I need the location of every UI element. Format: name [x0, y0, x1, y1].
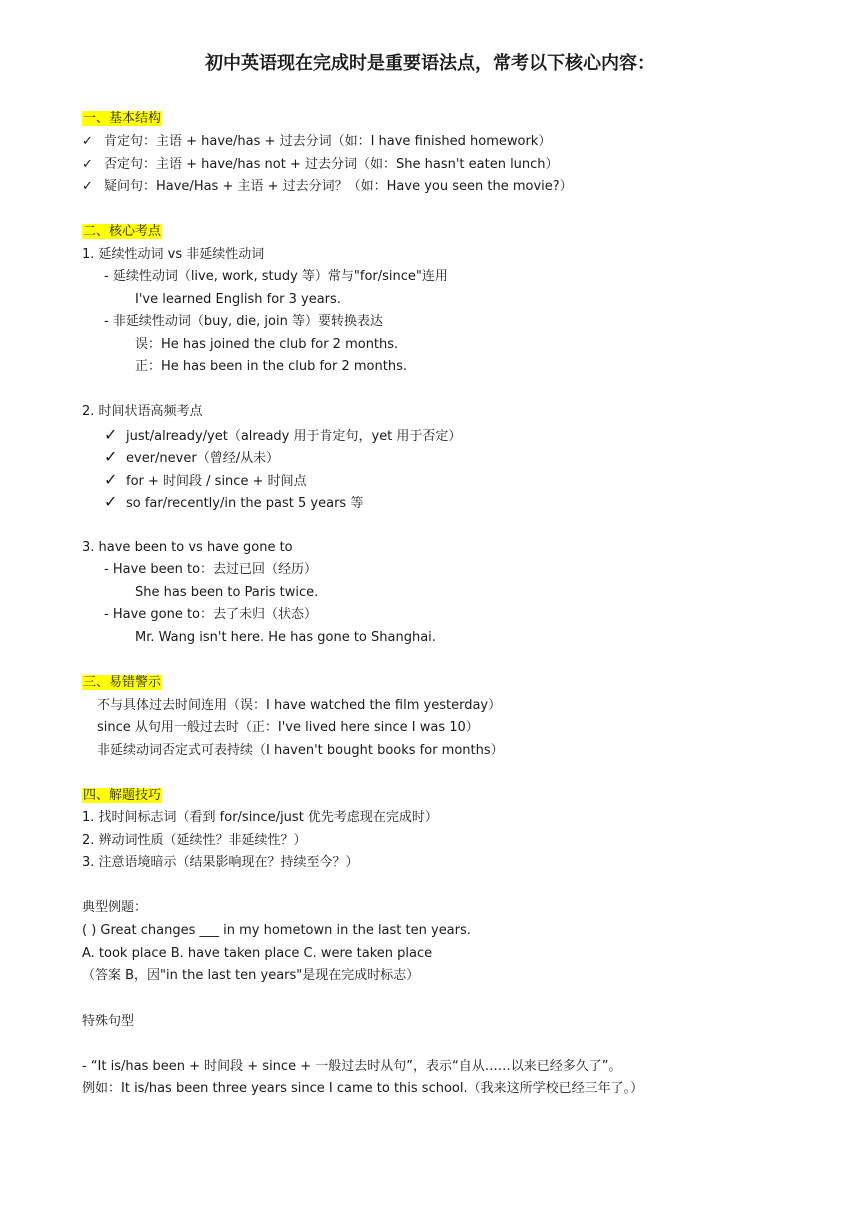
example-sentence: She has been to Paris twice.: [135, 585, 319, 600]
point-title: 3. have been to vs have gone to: [82, 540, 293, 555]
example-question: ( ) Great changes ___ in my hometown in the last ten years.: [82, 923, 471, 938]
list-item: 1. 找时间标志词（看到 for/since/just 优先考虑现在完成时）: [82, 810, 438, 825]
list-item: [82, 133, 551, 151]
example-right: 正：He has been in the club for 2 months.: [135, 359, 407, 374]
list-item-text: so far/recently/in the past 5 years 等: [126, 496, 364, 511]
example-wrong: 误：He has joined the club for 2 months.: [135, 337, 399, 352]
check-icon: ✓: [104, 492, 118, 511]
list-item: [104, 493, 363, 513]
check-outline-icon: ✓: [82, 179, 93, 194]
special-example: 例如：It is/has been three years since I came to this school.（我来这所学校已经三年了。）: [82, 1081, 644, 1096]
highlighted-heading: 三、易错警示: [83, 675, 162, 690]
example-options: A. took place B. have taken place C. were taken place: [82, 946, 433, 961]
list-item: 不与具体过去时间连用（误：I have watched the film yesterday）: [97, 698, 502, 713]
point-subitem: - Have gone to：去了未归（状态）: [104, 607, 318, 622]
list-item-text: 疑问句：Have/Has + 主语 + 过去分词？（如：Have you seen the movie?）: [104, 179, 573, 194]
list-item: [104, 448, 279, 468]
highlighted-heading: 一、基本结构: [83, 111, 162, 126]
special-heading: 特殊句型: [82, 1014, 135, 1029]
list-item: 2. 辨动词性质（延续性？非延续性？）: [82, 833, 307, 848]
section-heading-key-points: [82, 223, 162, 241]
page-title: 初中英语现在完成时是重要语法点，常考以下核心内容：: [205, 53, 655, 74]
list-item-text: just/already/yet（already 用于肯定句，yet 用于否定）: [126, 429, 462, 444]
example-sentence: Mr. Wang isn't here. He has gone to Shanghai.: [135, 630, 436, 645]
check-outline-icon: ✓: [82, 157, 93, 172]
point-subitem: - Have been to：去过已回（经历）: [104, 562, 318, 577]
list-item-text: 肯定句：主语 + have/has + 过去分词（如：I have finished homework）: [104, 134, 552, 149]
example-heading: 典型例题：: [82, 900, 148, 915]
check-icon: ✓: [104, 425, 118, 444]
list-item: [82, 156, 559, 174]
check-icon: ✓: [104, 447, 118, 466]
list-item-text: for + 时间段 / since + 时间点: [126, 474, 307, 489]
point-subitem: - 延续性动词（live, work, study 等）常与"for/since"连用: [104, 269, 448, 284]
check-icon: ✓: [104, 470, 118, 489]
point-title: 1. 延续性动词 vs 非延续性动词: [82, 247, 265, 262]
section-heading-pitfalls: [82, 674, 162, 692]
list-item: 非延续动词否定式可表持续（I haven't bought books for months）: [97, 743, 504, 758]
list-item: [82, 178, 573, 196]
check-outline-icon: ✓: [82, 134, 93, 149]
list-item: [104, 426, 461, 446]
point-title: 2. 时间状语高频考点: [82, 404, 203, 419]
section-heading-structure: [82, 110, 162, 128]
special-pattern: - “It is/has been + 时间段 + since + 一般过去时从句”，表示“自从……以来已经多久了”。: [82, 1059, 622, 1074]
highlighted-heading: 四、解题技巧: [83, 788, 162, 803]
list-item-text: ever/never（曾经/从未）: [126, 451, 280, 466]
highlighted-heading: 二、核心考点: [83, 224, 162, 239]
point-subitem: - 非延续性动词（buy, die, join 等）要转换表达: [104, 314, 383, 329]
list-item: 3. 注意语境暗示（结果影响现在？持续至今？）: [82, 855, 359, 870]
list-item: [104, 471, 307, 491]
example-sentence: I've learned English for 3 years.: [135, 292, 341, 307]
list-item: since 从句用一般过去时（正：I've lived here since I was 10）: [97, 720, 479, 735]
example-answer: （答案 B，因"in the last ten years"是现在完成时标志）: [82, 968, 420, 983]
list-item-text: 否定句：主语 + have/has not + 过去分词（如：She hasn't eaten lunch）: [104, 157, 559, 172]
section-heading-tips: [82, 787, 162, 805]
